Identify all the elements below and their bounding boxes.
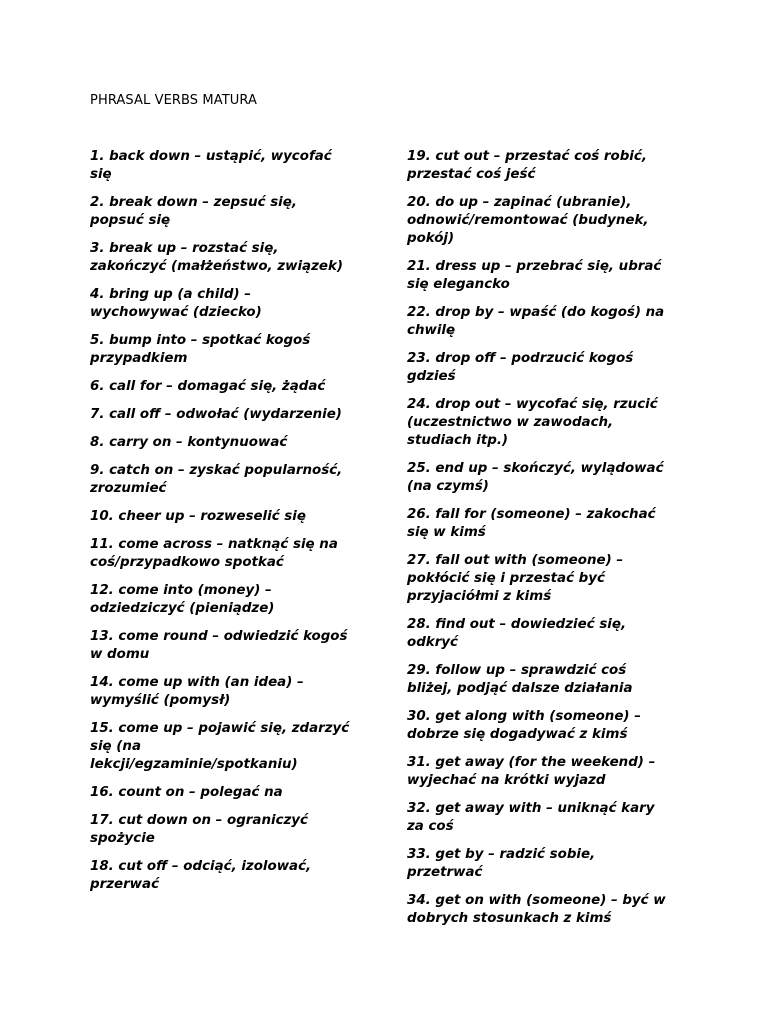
list-item: 12. come into (money) – odziedziczyć (pieniądze) bbox=[90, 583, 275, 616]
list-item: 5. bump into – spotkać kogoś przypadkiem bbox=[90, 333, 311, 366]
list-item: 16. count on – polegać na bbox=[90, 785, 283, 800]
list-item: 1. back down – ustąpić, wycofać się bbox=[90, 149, 332, 182]
list-item: 10. cheer up – rozweselić się bbox=[90, 509, 306, 524]
list-item: 15. come up – pojawić się, zdarzyć się (na lekcji/egzaminie/spotkaniu) bbox=[90, 721, 350, 772]
list-item: 34. get on with (someone) – być w dobrych stosunkach z kimś bbox=[407, 893, 666, 926]
list-item: 4. bring up (a child) – wychowywać (dziecko) bbox=[90, 287, 262, 320]
list-item: 3. break up – rozstać się, zakończyć (małżeństwo, związek) bbox=[90, 241, 343, 274]
list-item: 32. get away with – uniknąć kary za coś bbox=[407, 801, 655, 834]
list-item: 13. come round – odwiedzić kogoś w domu bbox=[90, 629, 348, 662]
page-title: PHRASAL VERBS MATURA bbox=[90, 93, 257, 108]
list-item: 20. do up – zapinać (ubranie), odnowić/remontować (budynek, pokój) bbox=[407, 195, 649, 246]
list-item: 19. cut out – przestać coś robić, przestać coś jeść bbox=[407, 149, 647, 182]
list-item: 9. catch on – zyskać popularność, zrozumieć bbox=[90, 463, 343, 496]
list-item: 21. dress up – przebrać się, ubrać się elegancko bbox=[407, 259, 662, 292]
list-item: 11. come across – natknąć się na coś/przypadkowo spotkać bbox=[90, 537, 338, 570]
list-item: 14. come up with (an idea) – wymyślić (pomysł) bbox=[90, 675, 304, 708]
list-item: 2. break down – zepsuć się, popsuć się bbox=[90, 195, 297, 228]
list-item: 28. find out – dowiedzieć się, odkryć bbox=[407, 617, 627, 650]
list-item: 8. carry on – kontynuować bbox=[90, 435, 288, 450]
list-item: 31. get away (for the weekend) – wyjechać na krótki wyjazd bbox=[407, 755, 656, 788]
list-item: 23. drop off – podrzucić kogoś gdzieś bbox=[407, 351, 634, 384]
list-item: 26. fall for (someone) – zakochać się w kimś bbox=[407, 507, 656, 540]
list-item: 6. call for – domagać się, żądać bbox=[90, 379, 326, 394]
list-item: 17. cut down on – ograniczyć spożycie bbox=[90, 813, 308, 846]
list-item: 24. drop out – wycofać się, rzucić (uczestnictwo w zawodach, studiach itp.) bbox=[407, 397, 658, 448]
left-column bbox=[90, 148, 365, 904]
list-item: 29. follow up – sprawdzić coś bliżej, podjąć dalsze działania bbox=[407, 663, 633, 696]
list-item: 33. get by – radzić sobie, przetrwać bbox=[407, 847, 596, 880]
list-item: 30. get along with (someone) – dobrze się dogadywać z kimś bbox=[407, 709, 641, 742]
list-item: 25. end up – skończyć, wylądować (na czymś) bbox=[407, 461, 664, 494]
right-column bbox=[407, 148, 685, 938]
list-item: 7. call off – odwołać (wydarzenie) bbox=[90, 407, 342, 422]
list-item: 22. drop by – wpaść (do kogoś) na chwilę bbox=[407, 305, 665, 338]
list-item: 18. cut off – odciąć, izolować, przerwać bbox=[90, 859, 312, 892]
list-item: 27. fall out with (someone) – pokłócić się i przestać być przyjaciółmi z kimś bbox=[407, 553, 624, 604]
